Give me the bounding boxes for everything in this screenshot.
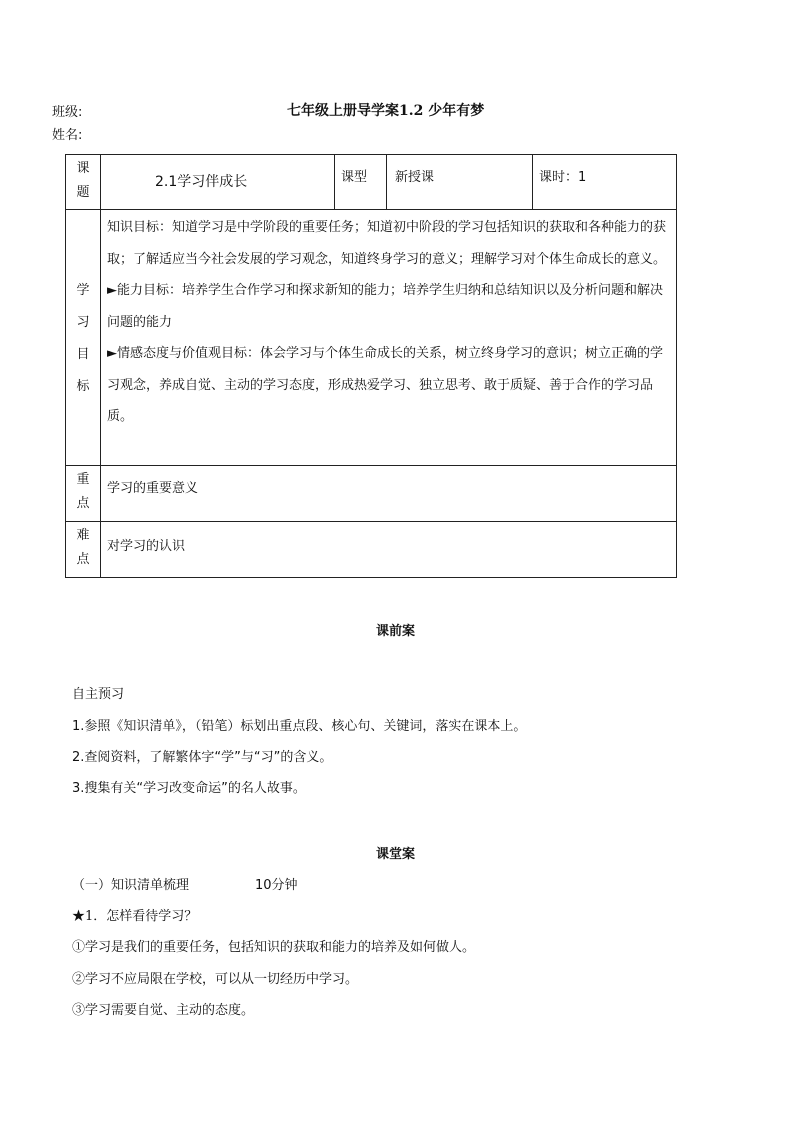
attitude-goal: ►情感态度与价值观目标：体会学习与个体生命成长的关系，树立终身学习的意识；树立正确的学习观念，养成自觉、主动的学习态度，形成热爱学习、独立思考、敢于质疑、善于合作的学习品质。 xyxy=(107,346,663,424)
type-value: 新授课 xyxy=(387,155,533,210)
difficulty-header: 难点 xyxy=(66,522,101,578)
pre-class-item: 1.参照《知识清单》，（铅笔）标划出重点段、核心句、关键词，落实在课本上。 xyxy=(72,719,527,734)
knowledge-section-label: （一）知识清单梳理 xyxy=(72,878,190,893)
goals-content xyxy=(101,210,677,466)
page-title: 七年级上册导学案1.2 少年有梦 xyxy=(287,103,485,119)
self-preview-label: 自主预习 xyxy=(72,687,125,702)
key-point-value: 学习的重要意义 xyxy=(101,466,677,522)
pre-class-title: 课前案 xyxy=(376,624,416,639)
answer-item: ③学习需要自觉、主动的态度。 xyxy=(72,1003,255,1018)
pre-class-item: 2.查阅资料，了解繁体字“学”与“习”的含义。 xyxy=(72,750,333,765)
in-class-title: 课堂案 xyxy=(376,847,416,862)
difficulty-value: 对学习的认识 xyxy=(101,522,677,578)
goals-header: 学习目标 xyxy=(66,210,101,466)
answer-item: ②学习不应局限在学校，可以从一切经历中学习。 xyxy=(72,972,359,987)
topic-value: 2.1学习伴成长 xyxy=(101,155,335,210)
name-label: 姓名: xyxy=(52,128,83,143)
ability-goal: ►能力目标：培养学生合作学习和探求新知的能力；培养学生归纳和总结知识以及分析问题和解决问题的能力 xyxy=(107,283,663,330)
answer-item: ①学习是我们的重要任务，包括知识的获取和能力的培养及如何做人。 xyxy=(72,940,476,955)
pre-class-item: 3.搜集有关“学习改变命运”的名人故事。 xyxy=(72,781,306,796)
key-point-header: 重点 xyxy=(66,466,101,522)
question-heading: ★1．怎样看待学习？ xyxy=(72,909,198,924)
section-duration: 10分钟 xyxy=(255,878,298,893)
hours-value: 课时：1 xyxy=(533,155,677,210)
type-header: 课型 xyxy=(335,155,387,210)
knowledge-goal: 知识目标：知道学习是中学阶段的重要任务；知道初中阶段的学习包括知识的获取和各种能力的获取；了解适应当今社会发展的学习观念，知道终身学习的意义；理解学习对个体生命成长的意义。 xyxy=(107,220,667,267)
lesson-plan-table xyxy=(65,154,677,578)
topic-header: 课题 xyxy=(66,155,101,210)
class-label: 班级: xyxy=(52,105,83,120)
